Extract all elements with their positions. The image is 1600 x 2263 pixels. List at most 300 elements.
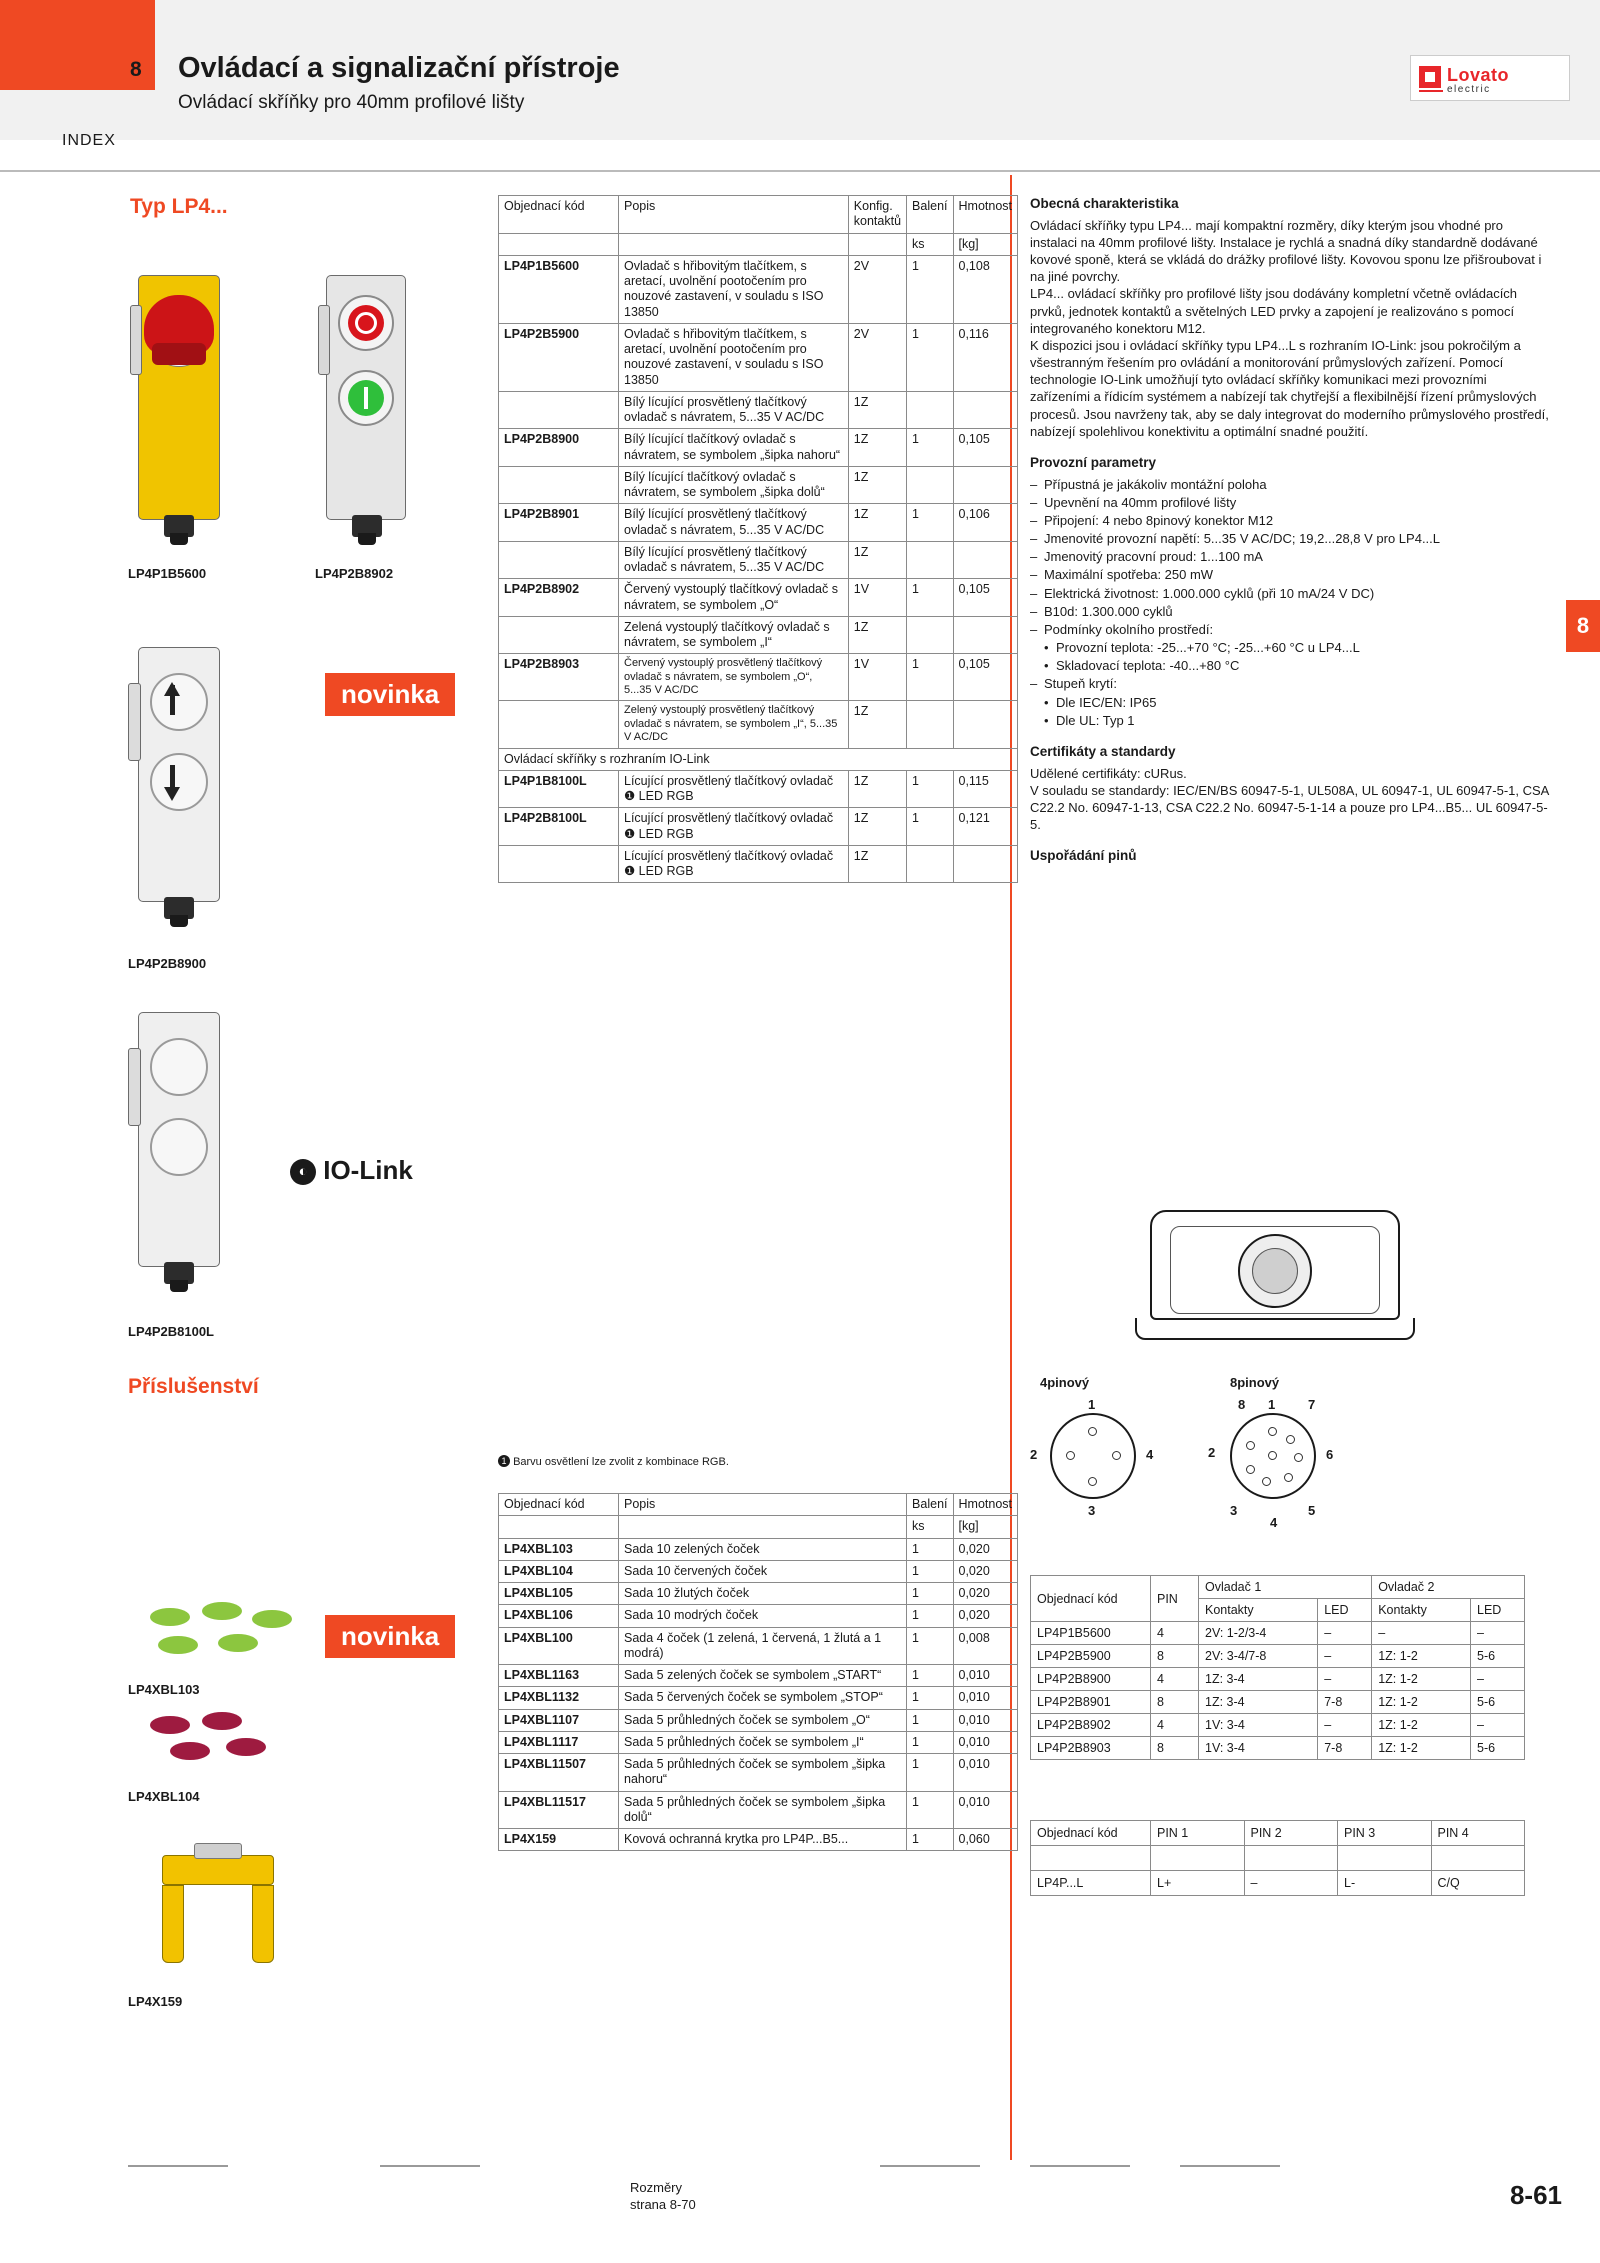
cell-led2: – xyxy=(1471,1714,1525,1737)
cell-desc: Kovová ochranná krytka pro LP4P...B5... xyxy=(619,1829,907,1851)
cell-konf: 1Z xyxy=(848,770,906,808)
cell-code xyxy=(499,616,619,654)
cell-code xyxy=(499,466,619,504)
cell-bal xyxy=(907,845,953,883)
params-list xyxy=(1030,476,1550,729)
th-pin3: PIN 3 xyxy=(1338,1821,1432,1846)
cell-code: LP4P2B8901 xyxy=(499,504,619,542)
cell-desc: Sada 10 modrých čoček xyxy=(619,1605,907,1627)
unit-blank-1 xyxy=(499,233,619,255)
cell-kont1: 2V: 1-2/3-4 xyxy=(1199,1622,1318,1645)
pin8-label-3: 3 xyxy=(1230,1503,1238,1518)
spacer-2 xyxy=(1151,1846,1245,1871)
cell-code: LP4P2B8902 xyxy=(1031,1714,1151,1737)
pin8-label-8: 8 xyxy=(1238,1397,1246,1412)
footer-rule-1 xyxy=(128,2165,228,2167)
logo-subtext: electric xyxy=(1447,84,1491,95)
table-row xyxy=(499,616,1018,654)
cell-hm: 0,108 xyxy=(953,255,1018,323)
cell-hm: 0,008 xyxy=(953,1627,1018,1665)
cell-hm xyxy=(953,616,1018,654)
pin8-label-7: 7 xyxy=(1308,1397,1316,1412)
footer-rule-4 xyxy=(1030,2165,1130,2167)
th-pin2: PIN 2 xyxy=(1244,1821,1338,1846)
chapter-number: 8 xyxy=(130,58,142,81)
cell-led2: – xyxy=(1471,1622,1525,1645)
unit-kg: [kg] xyxy=(953,1516,1018,1538)
pin4-dot-2 xyxy=(1066,1451,1075,1460)
pin8-title: 8pinový xyxy=(1230,1375,1280,1390)
cell-hm: 0,010 xyxy=(953,1665,1018,1687)
cell-hm: 0,105 xyxy=(953,654,1018,701)
cell-hm: 0,105 xyxy=(953,579,1018,617)
cell-code: LP4XBL1107 xyxy=(499,1709,619,1731)
table-row xyxy=(499,845,1018,883)
cell-desc: Bílý lícující prosvětlený tlačítkový ovladač s návratem, 5...35 V AC/DC xyxy=(619,504,849,542)
list-item: – B10d: 1.300.000 cyklů xyxy=(1030,603,1550,620)
cell-desc: Sada 10 červených čoček xyxy=(619,1560,907,1582)
cell-desc: Sada 5 zelených čoček se symbolem „START“ xyxy=(619,1665,907,1687)
table-row xyxy=(499,1627,1018,1665)
th-pin4: PIN 4 xyxy=(1431,1821,1525,1846)
table-row xyxy=(499,429,1018,467)
cell-code: LP4P2B8902 xyxy=(499,579,619,617)
cell-code: LP4P2B8900 xyxy=(499,429,619,467)
cell-bal: 1 xyxy=(907,1583,953,1605)
logo-mark-icon xyxy=(1419,66,1441,88)
pin8-label-6: 6 xyxy=(1326,1447,1334,1462)
caption-lp4xbl104: LP4XBL104 xyxy=(128,1789,200,1804)
footnote-marker-icon: 1 xyxy=(498,1455,510,1467)
novinka-badge-2: novinka xyxy=(325,1615,455,1658)
table-row xyxy=(1031,1691,1525,1714)
accessory-image-lp4xbl103 xyxy=(140,1600,310,1670)
pin8-label-4: 4 xyxy=(1270,1515,1278,1530)
table-row xyxy=(499,504,1018,542)
cell-hm xyxy=(953,701,1018,748)
cell-hm xyxy=(953,466,1018,504)
table-row xyxy=(499,323,1018,391)
cell-pin: 8 xyxy=(1151,1737,1199,1760)
footer-rule-2 xyxy=(380,2165,480,2167)
cell-konf: 1Z xyxy=(848,504,906,542)
table-row xyxy=(499,1538,1018,1560)
cell-konf: 1Z xyxy=(848,808,906,846)
main-product-table xyxy=(498,195,1018,883)
product-image-lp4p2b8902 xyxy=(318,265,423,535)
cell-pin: 4 xyxy=(1151,1622,1199,1645)
spacer-1 xyxy=(1031,1846,1151,1871)
general-p1: Ovládací skříňky typu LP4... mají kompaktní rozměry, díky kterým jsou vhodné pro instalaci na 40mm profilové lišty. Instalace je rychlá a snadná díky standardně dodávané kovové sponě, která se vkládá do drážky profilové lišty. Kovovou sponu lze přišroubovat i na jiné povrchy. xyxy=(1030,217,1542,285)
table-row xyxy=(499,654,1018,701)
accessories-table xyxy=(498,1493,1018,1851)
cell-desc: Sada 5 červených čoček se symbolem „STOP“ xyxy=(619,1687,907,1709)
cell-kont1: 1Z: 3-4 xyxy=(1199,1668,1318,1691)
pin4-label-3: 3 xyxy=(1088,1503,1096,1518)
cell-kont2: 1Z: 1-2 xyxy=(1372,1737,1471,1760)
cell-bal: 1 xyxy=(907,1791,953,1829)
unit-ks: ks xyxy=(907,1516,953,1538)
cell-code: LP4P1B5600 xyxy=(1031,1622,1151,1645)
table-row xyxy=(1031,1714,1525,1737)
cell-code: LP4P1B5600 xyxy=(499,255,619,323)
cell-desc: Ovladač s hřibovitým tlačítkem, s aretací, uvolnění pootočením pro nouzové zastavení, v souladu s ISO 13850 xyxy=(619,255,849,323)
cell-hm xyxy=(953,391,1018,429)
unit-blank-1 xyxy=(499,1516,619,1538)
cell-bal: 1 xyxy=(907,1709,953,1731)
cell-bal: 1 xyxy=(907,1627,953,1665)
cell-desc: Lícující prosvětlený tlačítkový ovladač ❶ LED RGB xyxy=(619,845,849,883)
table-row xyxy=(1031,1645,1525,1668)
cell-bal: 1 xyxy=(907,579,953,617)
table-row xyxy=(499,1687,1018,1709)
cell-hm: 0,121 xyxy=(953,808,1018,846)
cell-hm: 0,020 xyxy=(953,1605,1018,1627)
cell-code: LP4XBL106 xyxy=(499,1605,619,1627)
cert-title: Certifikáty a standardy xyxy=(1030,743,1176,759)
cell-code xyxy=(499,701,619,748)
cell-hm: 0,020 xyxy=(953,1538,1018,1560)
cell-desc: Zelená vystouplý tlačítkový ovladač s návratem, se symbolem „I“ xyxy=(619,616,849,654)
th-led-1: LED xyxy=(1318,1599,1372,1622)
cell-bal: 1 xyxy=(907,1829,953,1851)
accessory-image-lp4xbl104 xyxy=(140,1710,310,1770)
th-code: Objednací kód xyxy=(499,196,619,234)
cell-led1: 7-8 xyxy=(1318,1691,1372,1714)
product-image-lp4p1b5600 xyxy=(130,265,235,535)
novinka-badge-1: novinka xyxy=(325,673,455,716)
table-row xyxy=(499,466,1018,504)
accessories-title: Příslušenství xyxy=(128,1375,259,1398)
io-link-label: IO-Link xyxy=(323,1155,413,1185)
pin8-label-5: 5 xyxy=(1308,1503,1316,1518)
cell-hm: 0,105 xyxy=(953,429,1018,467)
unit-blank-3 xyxy=(848,233,906,255)
cell-bal: 1 xyxy=(907,1538,953,1560)
caption-lp4xbl103: LP4XBL103 xyxy=(128,1682,200,1697)
list-item: • Dle IEC/EN: IP65 xyxy=(1030,694,1550,711)
pin8-dot-center xyxy=(1268,1451,1277,1460)
footer-rule-5 xyxy=(1180,2165,1280,2167)
pin4-label-4: 4 xyxy=(1146,1447,1154,1462)
th-ovladac-2: Ovladač 2 xyxy=(1372,1576,1525,1599)
page-header xyxy=(0,0,1600,149)
cert-p2: V souladu se standardy: IEC/EN/BS 60947-5-1, UL508A, UL 60947-1, UL 60947-5-1, CSA C22.2 No. 60947-1-13, CSA C22.2 No. 60947-5-1-14 a pouze pro LP4...B5... UL 60947-5-5. xyxy=(1030,782,1549,833)
io-link-mark-icon: ◐ xyxy=(290,1159,316,1185)
th-konf: Konfig. kontaktů xyxy=(848,196,906,234)
pin4-dot-4 xyxy=(1112,1451,1121,1460)
cell-kont1: 1Z: 3-4 xyxy=(1199,1691,1318,1714)
logo-text: Lovato xyxy=(1447,65,1510,85)
cell-code: LP4XBL104 xyxy=(499,1560,619,1582)
list-item: • Skladovací teplota: -40...+80 °C xyxy=(1030,657,1550,674)
table-row xyxy=(499,1560,1018,1582)
unit-blank-2 xyxy=(619,1516,907,1538)
cell-pin: 8 xyxy=(1151,1645,1199,1668)
header-divider xyxy=(0,170,1600,172)
cell-code: LP4XBL11507 xyxy=(499,1754,619,1792)
cell-hm: 0,106 xyxy=(953,504,1018,542)
cell-led2: 5-6 xyxy=(1471,1691,1525,1714)
pin-layout-group xyxy=(1030,1185,1550,1530)
cell-code: LP4P2B8901 xyxy=(1031,1691,1151,1714)
footer-line-2: strana 8-70 xyxy=(630,2196,696,2212)
cell-konf: 1Z xyxy=(848,541,906,579)
cell-code: LP4XBL105 xyxy=(499,1583,619,1605)
th-ovladac-1: Ovladač 1 xyxy=(1199,1576,1372,1599)
cell-hm: 0,020 xyxy=(953,1560,1018,1582)
cell-code: LP4P2B5900 xyxy=(499,323,619,391)
list-item: – Elektrická životnost: 1.000.000 cyklů (při 10 mA/24 V DC) xyxy=(1030,585,1550,602)
cell-kont1: 2V: 3-4/7-8 xyxy=(1199,1645,1318,1668)
cell-led1: – xyxy=(1318,1714,1372,1737)
cell-pin2: – xyxy=(1244,1871,1338,1896)
table-row xyxy=(499,579,1018,617)
th-pin: PIN xyxy=(1151,1576,1199,1622)
cell-desc: Bílý lícující prosvětlený tlačítkový ovladač s návratem, 5...35 V AC/DC xyxy=(619,541,849,579)
cell-code xyxy=(499,541,619,579)
pin4-dot-1 xyxy=(1088,1427,1097,1436)
footnote-text: Barvu osvětlení lze zvolit z kombinace RGB. xyxy=(513,1456,729,1468)
footer-rule-3 xyxy=(880,2165,980,2167)
page-title: Ovládací a signalizační přístroje xyxy=(178,52,620,84)
caption-lp4p2b8900: LP4P2B8900 xyxy=(128,956,207,971)
page-number: 8-61 xyxy=(1509,2180,1562,2210)
product-image-lp4p2b8100l xyxy=(128,1000,238,1290)
th-hm: Hmotnost xyxy=(953,1494,1018,1516)
general-p3: K dispozici jsou i ovládací skříňky typu LP4...L s rozhraním IO-Link: jsou pokročilým a všestranným řešením pro ovládání a monitorování průmyslových zařízení. Pomocí technologie IO-Link umožňují tyto ovládací skříňky komunikaci mezi provozními zařízeními a řídicím systémem a nabízejí tak chytřejší a flexibilnější řízení průmyslových procesů. Jsou navrženy tak, aby se daly integrovat do moderního průmyslového prostředí, nabízejí spolehlivou konektivitu a optimální snadné použití. xyxy=(1030,337,1549,439)
cell-bal xyxy=(907,616,953,654)
cell-hm: 0,010 xyxy=(953,1791,1018,1829)
pin8-dot-5 xyxy=(1262,1477,1271,1486)
cell-code: LP4P2B8903 xyxy=(499,654,619,701)
caption-lp4p2b8902: LP4P2B8902 xyxy=(315,566,394,581)
table-row xyxy=(1031,1737,1525,1760)
th-kontakty-1: Kontakty xyxy=(1199,1599,1318,1622)
th-bal: Balení xyxy=(907,196,953,234)
unit-blank-2 xyxy=(619,233,849,255)
cell-bal: 1 xyxy=(907,1605,953,1627)
cell-konf: 2V xyxy=(848,323,906,391)
cell-kont1: 1V: 3-4 xyxy=(1199,1737,1318,1760)
pin4-title: 4pinový xyxy=(1040,1375,1090,1390)
cell-hm: 0,010 xyxy=(953,1687,1018,1709)
table-footnote xyxy=(498,1455,729,1468)
cell-code: LP4XBL1163 xyxy=(499,1665,619,1687)
cell-bal: 1 xyxy=(907,1731,953,1753)
cell-led2: 5-6 xyxy=(1471,1645,1525,1668)
type-title: Typ LP4... xyxy=(130,195,228,218)
list-item: – Jmenovité provozní napětí: 5...35 V AC/DC; 19,2...28,8 V pro LP4...L xyxy=(1030,530,1550,547)
cell-konf: 1Z xyxy=(848,391,906,429)
cell-konf: 1Z xyxy=(848,429,906,467)
table-header-row xyxy=(1031,1821,1525,1846)
cell-konf: 1Z xyxy=(848,845,906,883)
cell-code: LP4XBL11517 xyxy=(499,1791,619,1829)
list-item: – Přípustná je jakákoliv montážní poloha xyxy=(1030,476,1550,493)
cell-bal: 1 xyxy=(907,1560,953,1582)
cell-led2: – xyxy=(1471,1668,1525,1691)
cell-desc: Sada 4 čoček (1 zelená, 1 červená, 1 žlutá a 1 modrá) xyxy=(619,1627,907,1665)
cell-pin: 4 xyxy=(1151,1714,1199,1737)
pin8-dot-2 xyxy=(1286,1435,1295,1444)
cell-code: LP4P...L xyxy=(1031,1871,1151,1896)
table-units-row xyxy=(499,233,1018,255)
list-item: – Upevnění na 40mm profilové lišty xyxy=(1030,494,1550,511)
cell-konf: 1V xyxy=(848,579,906,617)
list-item: – Připojení: 4 nebo 8pinový konektor M12 xyxy=(1030,512,1550,529)
cell-desc: Ovladač s hřibovitým tlačítkem, s aretací, uvolnění pootočením pro nouzové zastavení, v souladu s ISO 13850 xyxy=(619,323,849,391)
cell-konf: 1Z xyxy=(848,616,906,654)
table-header-row xyxy=(499,196,1018,234)
table-row xyxy=(499,770,1018,808)
caption-lp4x159: LP4X159 xyxy=(128,1994,183,2009)
cell-hm: 0,010 xyxy=(953,1731,1018,1753)
cell-code: LP4XBL1117 xyxy=(499,1731,619,1753)
cell-pin: 8 xyxy=(1151,1691,1199,1714)
cell-hm xyxy=(953,541,1018,579)
table-units-row xyxy=(499,1516,1018,1538)
cell-desc: Bílý lícující tlačítkový ovladač s návratem, se symbolem „šipka nahoru“ xyxy=(619,429,849,467)
cell-bal: 1 xyxy=(907,323,953,391)
caption-lp4p2b8100l: LP4P2B8100L xyxy=(128,1324,214,1339)
table-row xyxy=(499,1791,1018,1829)
cell-bal: 1 xyxy=(907,429,953,467)
cell-hm: 0,116 xyxy=(953,323,1018,391)
cell-desc: Sada 5 průhledných čoček se symbolem „šipka nahoru“ xyxy=(619,1754,907,1792)
cell-bal: 1 xyxy=(907,1665,953,1687)
table-spacer-row xyxy=(1031,1846,1525,1871)
cell-bal: 1 xyxy=(907,504,953,542)
table-row xyxy=(499,391,1018,429)
cell-pin3: L- xyxy=(1338,1871,1432,1896)
pin-assignment-table xyxy=(1030,1575,1525,1760)
list-item: – Stupeň krytí: xyxy=(1030,675,1550,692)
iolink-section-label: Ovládací skříňky s rozhraním IO-Link xyxy=(499,748,1018,770)
caption-lp4p1b5600: LP4P1B5600 xyxy=(128,566,207,581)
cell-desc: Sada 5 průhledných čoček se symbolem „O“ xyxy=(619,1709,907,1731)
th-pin1: PIN 1 xyxy=(1151,1821,1245,1846)
cell-kont2: 1Z: 1-2 xyxy=(1372,1714,1471,1737)
table-row xyxy=(499,255,1018,323)
cell-bal: 1 xyxy=(907,808,953,846)
cell-konf: 2V xyxy=(848,255,906,323)
cell-desc: Zelený vystouplý prosvětlený tlačítkový ovladač s návratem, se symbolem „I“, 5...35 V AC/DC xyxy=(619,701,849,748)
cell-led2: 5-6 xyxy=(1471,1737,1525,1760)
cell-desc: Sada 5 průhledných čoček se symbolem „I“ xyxy=(619,1731,907,1753)
cell-bal xyxy=(907,391,953,429)
table-row xyxy=(499,1754,1018,1792)
params-title: Provozní parametry xyxy=(1030,454,1157,470)
cell-hm: 0,010 xyxy=(953,1709,1018,1731)
product-image-lp4p2b8900 xyxy=(128,635,238,925)
right-column xyxy=(1030,195,1550,869)
cell-bal: 1 xyxy=(907,1687,953,1709)
cell-pin: 4 xyxy=(1151,1668,1199,1691)
cell-code xyxy=(499,391,619,429)
cell-hm xyxy=(953,845,1018,883)
cell-led1: – xyxy=(1318,1668,1372,1691)
cell-kont2: – xyxy=(1372,1622,1471,1645)
cell-led1: – xyxy=(1318,1645,1372,1668)
general-title: Obecná charakteristika xyxy=(1030,196,1179,211)
cell-code: LP4P2B8903 xyxy=(1031,1737,1151,1760)
cell-hm: 0,115 xyxy=(953,770,1018,808)
cell-code: LP4P2B8900 xyxy=(1031,1668,1151,1691)
cell-bal: 1 xyxy=(907,770,953,808)
spacer-4 xyxy=(1338,1846,1432,1871)
pin-title: Uspořádání pinů xyxy=(1030,848,1137,864)
cell-bal xyxy=(907,541,953,579)
table-row xyxy=(1031,1668,1525,1691)
table-row xyxy=(499,1665,1018,1687)
table-row xyxy=(499,1709,1018,1731)
cell-pin1: L+ xyxy=(1151,1871,1245,1896)
cell-code: LP4P2B5900 xyxy=(1031,1645,1151,1668)
table-row xyxy=(1031,1871,1525,1896)
th-code: Objednací kód xyxy=(499,1494,619,1516)
cell-code: LP4P1B8100L xyxy=(499,770,619,808)
cell-bal: 1 xyxy=(907,255,953,323)
table-row xyxy=(499,808,1018,846)
list-item: – Podmínky okolního prostředí: xyxy=(1030,621,1550,638)
table-row xyxy=(499,541,1018,579)
table-header-row xyxy=(1031,1576,1525,1599)
index-label: INDEX xyxy=(62,132,116,149)
cell-code: LP4XBL100 xyxy=(499,1627,619,1665)
cell-code: LP4P2B8100L xyxy=(499,808,619,846)
table-row xyxy=(499,1731,1018,1753)
th-led-2: LED xyxy=(1471,1599,1525,1622)
th-desc: Popis xyxy=(619,1494,907,1516)
cell-desc: Sada 5 průhledných čoček se symbolem „šipka dolů“ xyxy=(619,1791,907,1829)
th-kontakty-2: Kontakty xyxy=(1372,1599,1471,1622)
footer-line-1: Rozměry xyxy=(630,2180,683,2195)
cell-code xyxy=(499,845,619,883)
th-hm: Hmotnost xyxy=(953,196,1018,234)
side-chapter-tab: 8 xyxy=(1566,600,1600,652)
cell-led1: – xyxy=(1318,1622,1372,1645)
cell-konf: 1Z xyxy=(848,466,906,504)
cell-desc: Sada 10 zelených čoček xyxy=(619,1538,907,1560)
list-item: • Dle UL: Typ 1 xyxy=(1030,712,1550,729)
cell-hm: 0,060 xyxy=(953,1829,1018,1851)
left-column xyxy=(0,175,475,219)
table-row xyxy=(499,1583,1018,1605)
iolink-pin-table xyxy=(1030,1820,1525,1896)
table-row xyxy=(1031,1622,1525,1645)
pin8-dot-4 xyxy=(1284,1473,1293,1482)
cell-hm: 0,020 xyxy=(953,1583,1018,1605)
th-bal: Balení xyxy=(907,1494,953,1516)
cell-desc: Sada 10 žlutých čoček xyxy=(619,1583,907,1605)
table-row xyxy=(499,1605,1018,1627)
unit-kg: [kg] xyxy=(953,233,1018,255)
unit-ks: ks xyxy=(907,233,953,255)
list-item: – Maximální spotřeba: 250 mW xyxy=(1030,566,1550,583)
cell-led1: 7-8 xyxy=(1318,1737,1372,1760)
pin8-dot-1 xyxy=(1268,1427,1277,1436)
cell-kont1: 1V: 3-4 xyxy=(1199,1714,1318,1737)
accessory-image-lp4x159 xyxy=(150,1835,300,1975)
pin8-dot-3 xyxy=(1294,1453,1303,1462)
brand-logo xyxy=(1410,55,1570,101)
pin8-label-1: 1 xyxy=(1268,1397,1276,1412)
iolink-section-row xyxy=(499,748,1018,770)
cell-desc: Bílý lícující tlačítkový ovladač s návratem, se symbolem „šipka dolů“ xyxy=(619,466,849,504)
table-row xyxy=(499,1829,1018,1851)
cell-kont2: 1Z: 1-2 xyxy=(1372,1668,1471,1691)
